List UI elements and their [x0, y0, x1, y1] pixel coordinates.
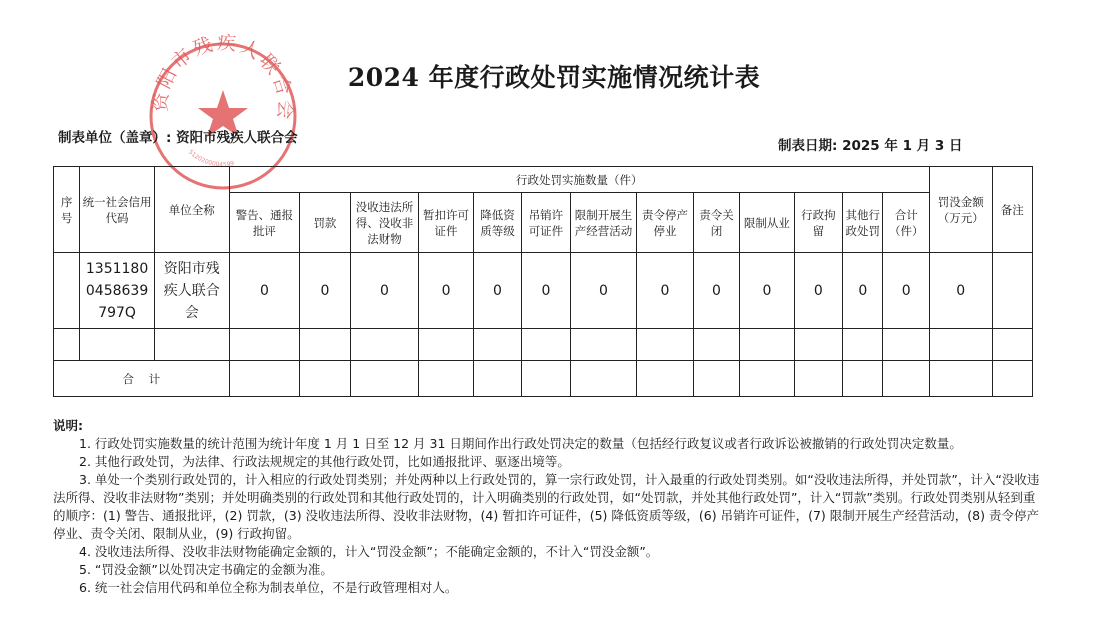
- cell-seq: [54, 253, 80, 329]
- total-label: 合 计: [54, 361, 230, 397]
- sub-header: 吊销许可证件: [522, 193, 570, 253]
- header-group: 行政处罚实施数量（件）: [229, 167, 929, 193]
- cell-count: 0: [693, 253, 739, 329]
- table-row: [54, 253, 1033, 329]
- header-remark: 备注: [992, 167, 1032, 253]
- note-item: 2. 其他行政处罚，为法律、行政法规规定的其他行政处罚，比如通报批评、驱逐出境等。: [79, 454, 570, 469]
- total-row: [54, 361, 1033, 397]
- svg-text:5120200004599: 5120200004599: [186, 148, 235, 169]
- page-title: 2024 年度行政处罚实施情况统计表: [347, 63, 761, 92]
- sub-header: 行政拘留: [794, 193, 842, 253]
- cell-count: 0: [637, 253, 694, 329]
- sub-header: 降低资质等级: [473, 193, 521, 253]
- header-code: 统一社会信用代码: [80, 167, 155, 253]
- cell-count: 0: [350, 253, 419, 329]
- cell-count: 0: [883, 253, 930, 329]
- cell-name: 资阳市残疾人联合会: [154, 253, 229, 329]
- sub-header: 警告、通报批评: [229, 193, 300, 253]
- table-row-empty: [54, 329, 1033, 361]
- sub-header: 暂扣许可证件: [419, 193, 473, 253]
- header-row-1: [54, 167, 1033, 193]
- unit-label: 制表单位（盖章）:: [58, 130, 172, 146]
- svg-text:资阳市残疾人联合会: 资阳市残疾人联合会: [149, 31, 297, 123]
- date-value: 2025 年 1 月 3 日: [842, 138, 963, 154]
- note-item: 4. 没收违法所得、没收非法财物能确定金额的，计入“罚没金额”；不能确定金额的，不计入“罚没金额”。: [79, 544, 659, 559]
- note-item: 6. 统一社会信用代码和单位全称为制表单位，不是行政管理相对人。: [79, 580, 458, 595]
- note-item: 3. 单处一个类别行政处罚的，计入相应的行政处罚类别；并处两种以上行政处罚的，算一宗行政处罚，计入最重的行政处罚类别。如“没收违法所得，并处罚款”，计入“没收违法所得、没收非法财物”类别；并处明确类别的行政处罚和其他行政处罚的，计入明确类别的行政处罚，如“处罚款，并处其他行政处罚”，计入“罚款”类别。行政处罚类别从轻到重的顺序：(1) 警告、通报批评，(2) 罚款，(3) 没收违法所得、没收非法财物，(4) 暂扣许可证件，(5) 降低资质等级，(6) 吊销许可证件，(7) 限制开展生产经营活动，(8) 责令停产停业、责令关闭、限制从业，(9) 行政拘留。: [53, 472, 1040, 541]
- sub-header: 限制从业: [740, 193, 794, 253]
- sub-header: 限制开展生产经营活动: [570, 193, 637, 253]
- sub-header: 合计（件）: [883, 193, 930, 253]
- cell-remark: [992, 253, 1032, 329]
- header-name: 单位全称: [154, 167, 229, 253]
- cell-count: 0: [740, 253, 794, 329]
- statistics-table: [53, 166, 1033, 397]
- sub-header: 责令关闭: [693, 193, 739, 253]
- header-seq: 序号: [54, 167, 80, 253]
- cell-count: 0: [794, 253, 842, 329]
- cell-count: 0: [229, 253, 300, 329]
- note-item: 1. 行政处罚实施数量的统计范围为统计年度 1 月 1 日至 12 月 31 日期间作出行政处罚决定的数量（包括经行政复议或者行政诉讼被撤销的行政处罚决定数量。: [79, 436, 962, 451]
- cell-count: 0: [473, 253, 521, 329]
- date-info: [778, 134, 962, 154]
- cell-count: 0: [522, 253, 570, 329]
- cell-count: 0: [570, 253, 637, 329]
- cell-count: 0: [419, 253, 473, 329]
- cell-fine: 0: [929, 253, 992, 329]
- cell-count: 0: [843, 253, 883, 329]
- sub-header: 其他行政处罚: [843, 193, 883, 253]
- unit-info: [58, 126, 298, 146]
- unit-value: 资阳市残疾人联合会: [176, 130, 298, 146]
- header-fine: 罚没金额（万元）: [929, 167, 992, 253]
- sub-header: 罚款: [300, 193, 350, 253]
- note-item: 5. “罚没金额”以处罚决定书确定的金额为准。: [79, 562, 333, 577]
- notes-heading: 说明:: [53, 418, 83, 433]
- cell-count: 0: [300, 253, 350, 329]
- notes-section: [53, 417, 1043, 597]
- date-label: 制表日期:: [778, 138, 838, 154]
- sub-header: 责令停产停业: [637, 193, 694, 253]
- cell-code: 13511800458639797Q: [80, 253, 155, 329]
- sub-header: 没收违法所得、没收非法财物: [350, 193, 419, 253]
